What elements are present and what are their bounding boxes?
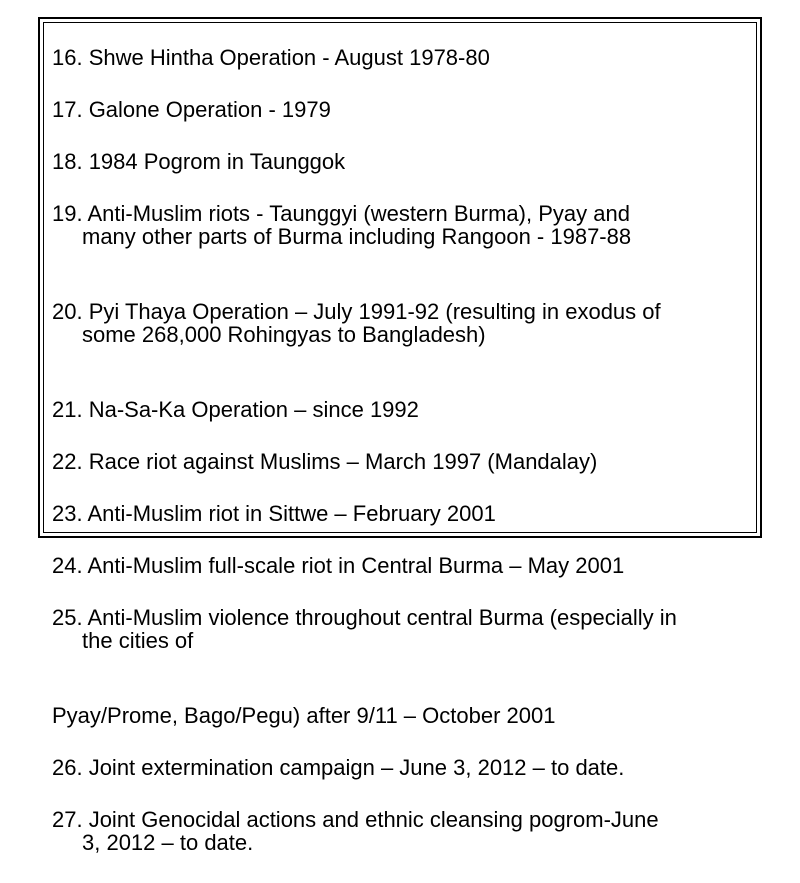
list-item-line: 19. Anti-Muslim riots - Taunggyi (western Burma), Pyay and (52, 201, 630, 226)
list-item-line: 21. Na-Sa-Ka Operation – since 1992 (52, 397, 419, 422)
list-item (52, 75, 752, 121)
list-item (52, 23, 752, 69)
list-item (52, 479, 752, 525)
list-item-line: 27. Joint Genocidal actions and ethnic cleansing pogrom-June (52, 807, 659, 832)
list-item-continuation: the cities of (82, 628, 194, 653)
list-item-line: 26. Joint extermination campaign – June 3, 2012 – to date. (52, 755, 625, 780)
list-item (52, 785, 752, 877)
document-frame (38, 17, 762, 855)
list-item (52, 583, 752, 675)
list-item (52, 427, 752, 473)
list-item-continuation: some 268,000 Rohingyas to Bangladesh) (82, 322, 486, 347)
list-item (52, 127, 752, 173)
list-item-line: Pyay/Prome, Bago/Pegu) after 9/11 – October 2001 (52, 703, 556, 728)
list-item (52, 375, 752, 421)
list-item (52, 681, 752, 727)
list-item-line: 20. Pyi Thaya Operation – July 1991-92 (resulting in exodus of (52, 299, 661, 324)
list-item (52, 531, 752, 577)
list-item-continuation: many other parts of Burma including Rangoon - 1987-88 (82, 224, 632, 249)
list-item-line: 24. Anti-Muslim full-scale riot in Central Burma – May 2001 (52, 553, 625, 578)
list-item-continuation: 3, 2012 – to date. (82, 830, 254, 855)
list-item-line: 17. Galone Operation - 1979 (52, 97, 331, 122)
list-item (52, 277, 752, 369)
list-item-line: 25. Anti-Muslim violence throughout central Burma (especially in (52, 605, 677, 630)
list-item-line: 23. Anti-Muslim riot in Sittwe – February 2001 (52, 501, 496, 526)
list-item (52, 733, 752, 779)
event-list (52, 23, 752, 883)
list-item (52, 179, 752, 271)
list-item-line: 16. Shwe Hintha Operation - August 1978-80 (52, 45, 490, 70)
list-item-line: 18. 1984 Pogrom in Taunggok (52, 149, 346, 174)
list-item-line: 22. Race riot against Muslims – March 1997 (Mandalay) (52, 449, 598, 474)
